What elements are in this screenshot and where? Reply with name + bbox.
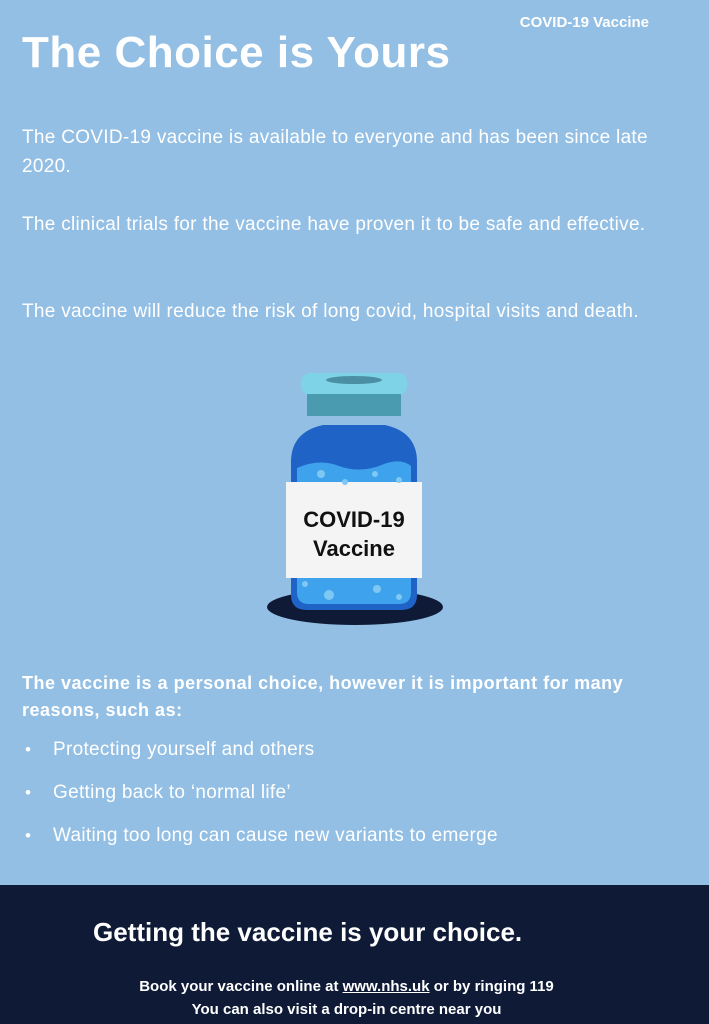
- vial-bubble: [396, 594, 402, 600]
- booking-text-after: or by ringing 119: [429, 978, 554, 995]
- bullet-icon: •: [25, 783, 32, 802]
- footer-headline: Getting the vaccine is your choice.: [93, 917, 523, 947]
- vial-bubble: [317, 470, 325, 478]
- list-item: [22, 778, 498, 821]
- intro-paragraph-availability: The COVID-19 vaccine is available to everyone and has been since late 2020.: [22, 127, 648, 177]
- bullet-icon: •: [25, 826, 32, 845]
- list-item-text: Protecting yourself and others: [53, 739, 315, 760]
- vial-cap-top: [326, 376, 382, 384]
- vial-label-line-1: COVID-19: [303, 507, 405, 532]
- nhs-website-link[interactable]: www.nhs.uk: [342, 978, 430, 995]
- list-item: [22, 735, 498, 778]
- vial-neck: [307, 394, 401, 416]
- footer-banner: [0, 885, 709, 1024]
- reasons-intro: The vaccine is a personal choice, however it is important for many reasons, such as:: [22, 673, 624, 720]
- vial-bubble: [342, 479, 348, 485]
- vial-bubble: [324, 590, 334, 600]
- vial-label-line-2: Vaccine: [313, 536, 395, 561]
- vaccine-vial-icon: [259, 370, 449, 630]
- footer-booking-line: [0, 978, 701, 995]
- vial-bubble: [396, 477, 402, 483]
- list-item: [22, 821, 498, 864]
- intro-paragraph-risk: The vaccine will reduce the risk of long covid, hospital visits and death.: [22, 301, 639, 322]
- header-tag: COVID-19 Vaccine: [519, 14, 649, 31]
- intro-paragraph-safety: The clinical trials for the vaccine have proven it to be safe and effective.: [22, 214, 646, 235]
- list-item-text: Getting back to ‘normal life’: [53, 782, 291, 803]
- vial-bubble: [373, 585, 381, 593]
- page-title: The Choice is Yours: [22, 28, 451, 77]
- vial-bubble: [372, 471, 378, 477]
- list-item-text: Waiting too long can cause new variants to emerge: [53, 825, 498, 846]
- reasons-list: [22, 735, 498, 864]
- footer-drop-in-line: You can also visit a drop-in centre near you: [191, 1001, 502, 1018]
- vial-bubble: [302, 581, 308, 587]
- booking-text-before: Book your vaccine online at: [139, 978, 343, 995]
- bullet-icon: •: [25, 740, 32, 759]
